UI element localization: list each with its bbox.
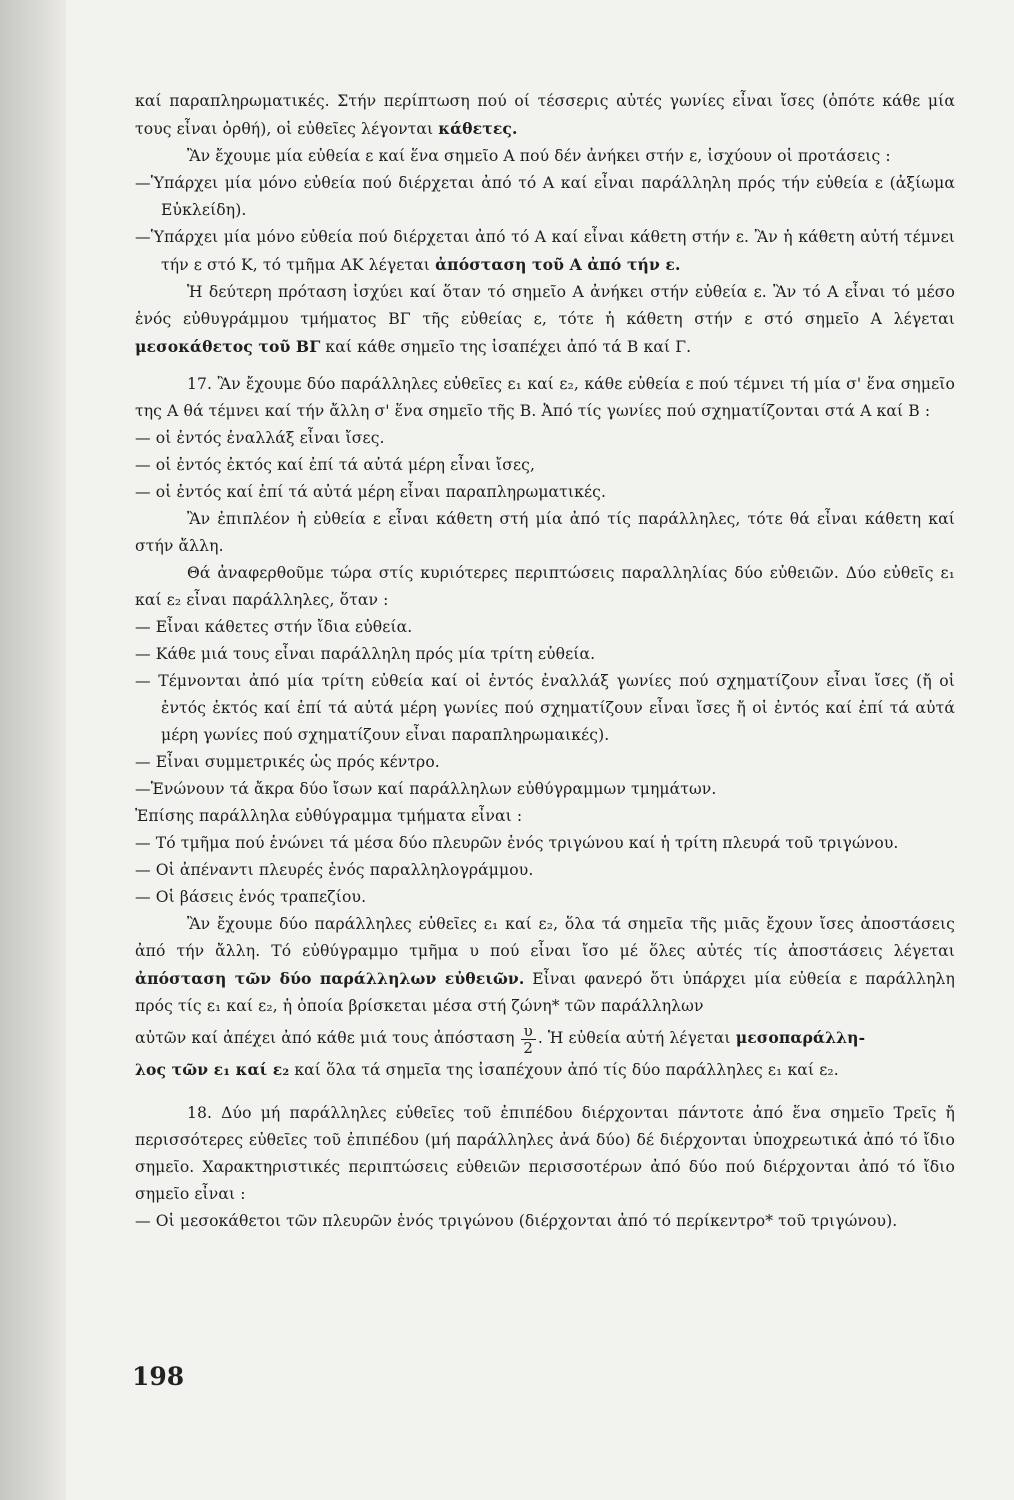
list-item: — Εἶναι κάθετες στήν ἴδια εὐθεία. xyxy=(135,618,413,636)
list-item: — Κάθε μιά τους εἶναι παράλληλη πρός μία τρίτη εὐθεία. xyxy=(135,645,596,663)
paragraph: Ἐπίσης παράλληλα εὐθύγραμμα τμήματα εἶναι : xyxy=(135,807,523,825)
paragraph: Θά ἀναφερθοῦμε τώρα στίς κυριότερες περιπτώσεις παραλληλίας δύο εὐθειῶν. Δύο εὐθεῖς ε₁ καί ε₂ εἶναι παράλληλες, ὅταν : xyxy=(135,564,955,609)
paragraph: Ἂν ἔχουμε δύο παράλληλες εὐθεῖες ε₁ καί ε₂, ὅλα τά σημεῖα τῆς μιᾶς ἔχουν ἴσες ἀποστάσεις ἀπό τήν ἄλλη. Τό εὐθύγραμμο τμῆμα υ πού εἶναι ἴσο μέ ὅλες αὐτές τίς ἀποστάσεις λέγεται ἀπόσταση τῶν δύο παράλληλων εὐθειῶν. Εἶναι φανερό ὅτι ὑπάρχει μία εὐθεία ε παράλληλη πρός τίς ε₁ καί ε₂, ἡ ὁποία βρίσκεται μέσα στή ζώνη* τῶν παράλληλων xyxy=(135,915,955,1015)
list-item: — οἱ ἐντός ἐναλλάξ εἶναι ἴσες. xyxy=(135,429,385,447)
paragraph: Ἂν ἔχουμε μία εὐθεία ε καί ἕνα σημεῖο Α πού δέν ἀνήκει στήν ε, ἰσχύουν οἱ προτάσεις : xyxy=(187,147,891,165)
list-item: — Οἱ ἀπέναντι πλευρές ἑνός παραλληλογράμμου. xyxy=(135,861,534,879)
term-kathetes: κάθετες. xyxy=(438,119,518,138)
paragraph: Ἡ δεύτερη πρόταση ἰσχύει καί ὅταν τό σημεῖο Α ἀνήκει στήν εὐθεία ε. Ἂν τό Α εἶναι τό μέσο ἑνός εὐθυγράμμου τμήματος ΒΓ τῆς εὐθείας ε, τότε ἡ κάθετη στήν ε στό σημεῖο Α λέγεται μεσοκάθετος τοῦ ΒΓ καί κάθε σημεῖο της ἰσαπέχει ἀπό τά Β καί Γ. xyxy=(135,283,955,356)
section-17-paragraph: 17. Ἂν ἔχουμε δύο παράλληλες εὐθεῖες ε₁ καί ε₂, κάθε εὐθεία ε πού τέμνει τή μία σ' ἕνα σημεῖο της Α θά τέμνει καί τήν ἄλλη σ' ἕνα σημεῖο τῆς Β. Ἀπό τίς γωνίες πού σχηματίζονται στά Α καί Β : xyxy=(135,375,955,420)
list-item: — Τό τμῆμα πού ἑνώνει τά μέσα δύο πλευρῶν ἑνός τριγώνου καί ἡ τρίτη πλευρά τοῦ τριγώνου. xyxy=(135,834,899,852)
list-item: —Ἑνώνουν τά ἄκρα δύο ἴσων καί παράλληλων εὐθύγραμμων τμημάτων. xyxy=(135,780,717,798)
paragraph: λος τῶν ε₁ καί ε₂ καί ὅλα τά σημεῖα της ἰσαπέχουν ἀπό τίς δύο παράλληλες ε₁ καί ε₂. xyxy=(135,1060,839,1079)
list-item: — Τέμνονται ἀπό μία τρίτη εὐθεία καί οἱ ἐντός ἐναλλάξ γωνίες πού σχηματίζουν εἶναι ἴσες (ἤ οἱ ἐντός ἐκτός καί ἐπί τά αὐτά μέρη γωνίες πού σχηματίζουν εἶναι ἴσες ἤ οἱ ἐντός καί ἐπί τά αὐτά μέρη γωνίες πού σχηματίζουν εἶναι παραπληρωμαικές). xyxy=(135,672,955,744)
fraction-u-over-2: $\frac{\upsilon}{2}$ xyxy=(521,1023,536,1056)
term-apostasi: ἀπόσταση τοῦ Α ἀπό τήν ε. xyxy=(435,255,681,274)
list-item: — οἱ ἐντός ἐκτός καί ἐπί τά αὐτά μέρη εἶναι ἴσες, xyxy=(135,456,536,474)
paragraph-fraction-line: αὐτῶν καί ἀπέχει ἀπό κάθε μιά τους ἀπόσταση $\frac{\upsilon}{2}$ . Ἡ εὐθεία αὐτή λέγεται μεσοπαράλλη- xyxy=(135,1021,866,1057)
list-item: — Εἶναι συμμετρικές ὡς πρός κέντρο. xyxy=(135,753,440,771)
term-apostasi-parallilon: ἀπόσταση τῶν δύο παράλληλων εὐθειῶν. xyxy=(135,969,525,988)
list-item: — Οἱ μεσοκάθετοι τῶν πλευρῶν ἑνός τριγώνου (διέρχονται ἀπό τό περίκεντρο* τοῦ τριγώνου). xyxy=(135,1212,898,1230)
page-number: 198 xyxy=(132,1362,185,1391)
page-body xyxy=(135,88,955,1235)
paragraph: Ἂν ἐπιπλέον ἡ εὐθεία ε εἶναι κάθετη στή μία ἀπό τίς παράλληλες, τότε θά εἶναι κάθετη καί στήν ἄλλη. xyxy=(135,510,955,555)
proposition-item: —Ὑπάρχει μία μόνο εὐθεία πού διέρχεται ἀπό τό Α καί εἶναι κάθετη στήν ε. Ἂν ἡ κάθετη αὐτή τέμνει τήν ε στό Κ, τό τμῆμα ΑΚ λέγεται ἀπόσταση τοῦ Α ἀπό τήν ε. xyxy=(135,228,955,274)
section-18-paragraph: 18. Δύο μή παράλληλες εὐθεῖες τοῦ ἐπιπέδου διέρχονται πάντοτε ἀπό ἕνα σημεῖο Τρεῖς ἤ περισσότερες εὐθεῖες τοῦ ἐπιπέδου (μή παράλληλες ἀνά δύο) δέ διέρχονται ὑποχρεωτικά ἀπό τό ἴδιο σημεῖο. Χαρακτηριστικές περιπτώσεις εὐθειῶν περισσοτέρων ἀπό δύο πού διέρχονται ἀπό τό ἴδιο σημεῖο εἶναι : xyxy=(135,1104,955,1203)
term-mesokathetos: μεσοκάθετος τοῦ ΒΓ xyxy=(135,337,321,356)
proposition-item: —Ὑπάρχει μία μόνο εὐθεία πού διέρχεται ἀπό τό Α καί εἶναι παράλληλη πρός τήν εὐθεία ε (ἀξίωμα Εὐκλείδη). xyxy=(135,174,955,219)
list-item: — οἱ ἐντός καί ἐπί τά αὐτά μέρη εἶναι παραπληρωματικές. xyxy=(135,483,607,501)
paragraph: καί παραπληρωματικές. Στήν περίπτωση πού οί τέσσερις αὐτές γωνίες εἶναι ἴσες (ὁπότε κάθε μία τους εἶναι ὀρθή), οἱ εὐθεῖες λέγονται κάθετες. xyxy=(135,92,955,138)
book-spine-shadow xyxy=(0,0,66,1500)
list-item: — Οἱ βάσεις ἑνός τραπεζίου. xyxy=(135,888,367,906)
term-mesoparallilos: μεσοπαράλλη- xyxy=(735,1028,866,1047)
